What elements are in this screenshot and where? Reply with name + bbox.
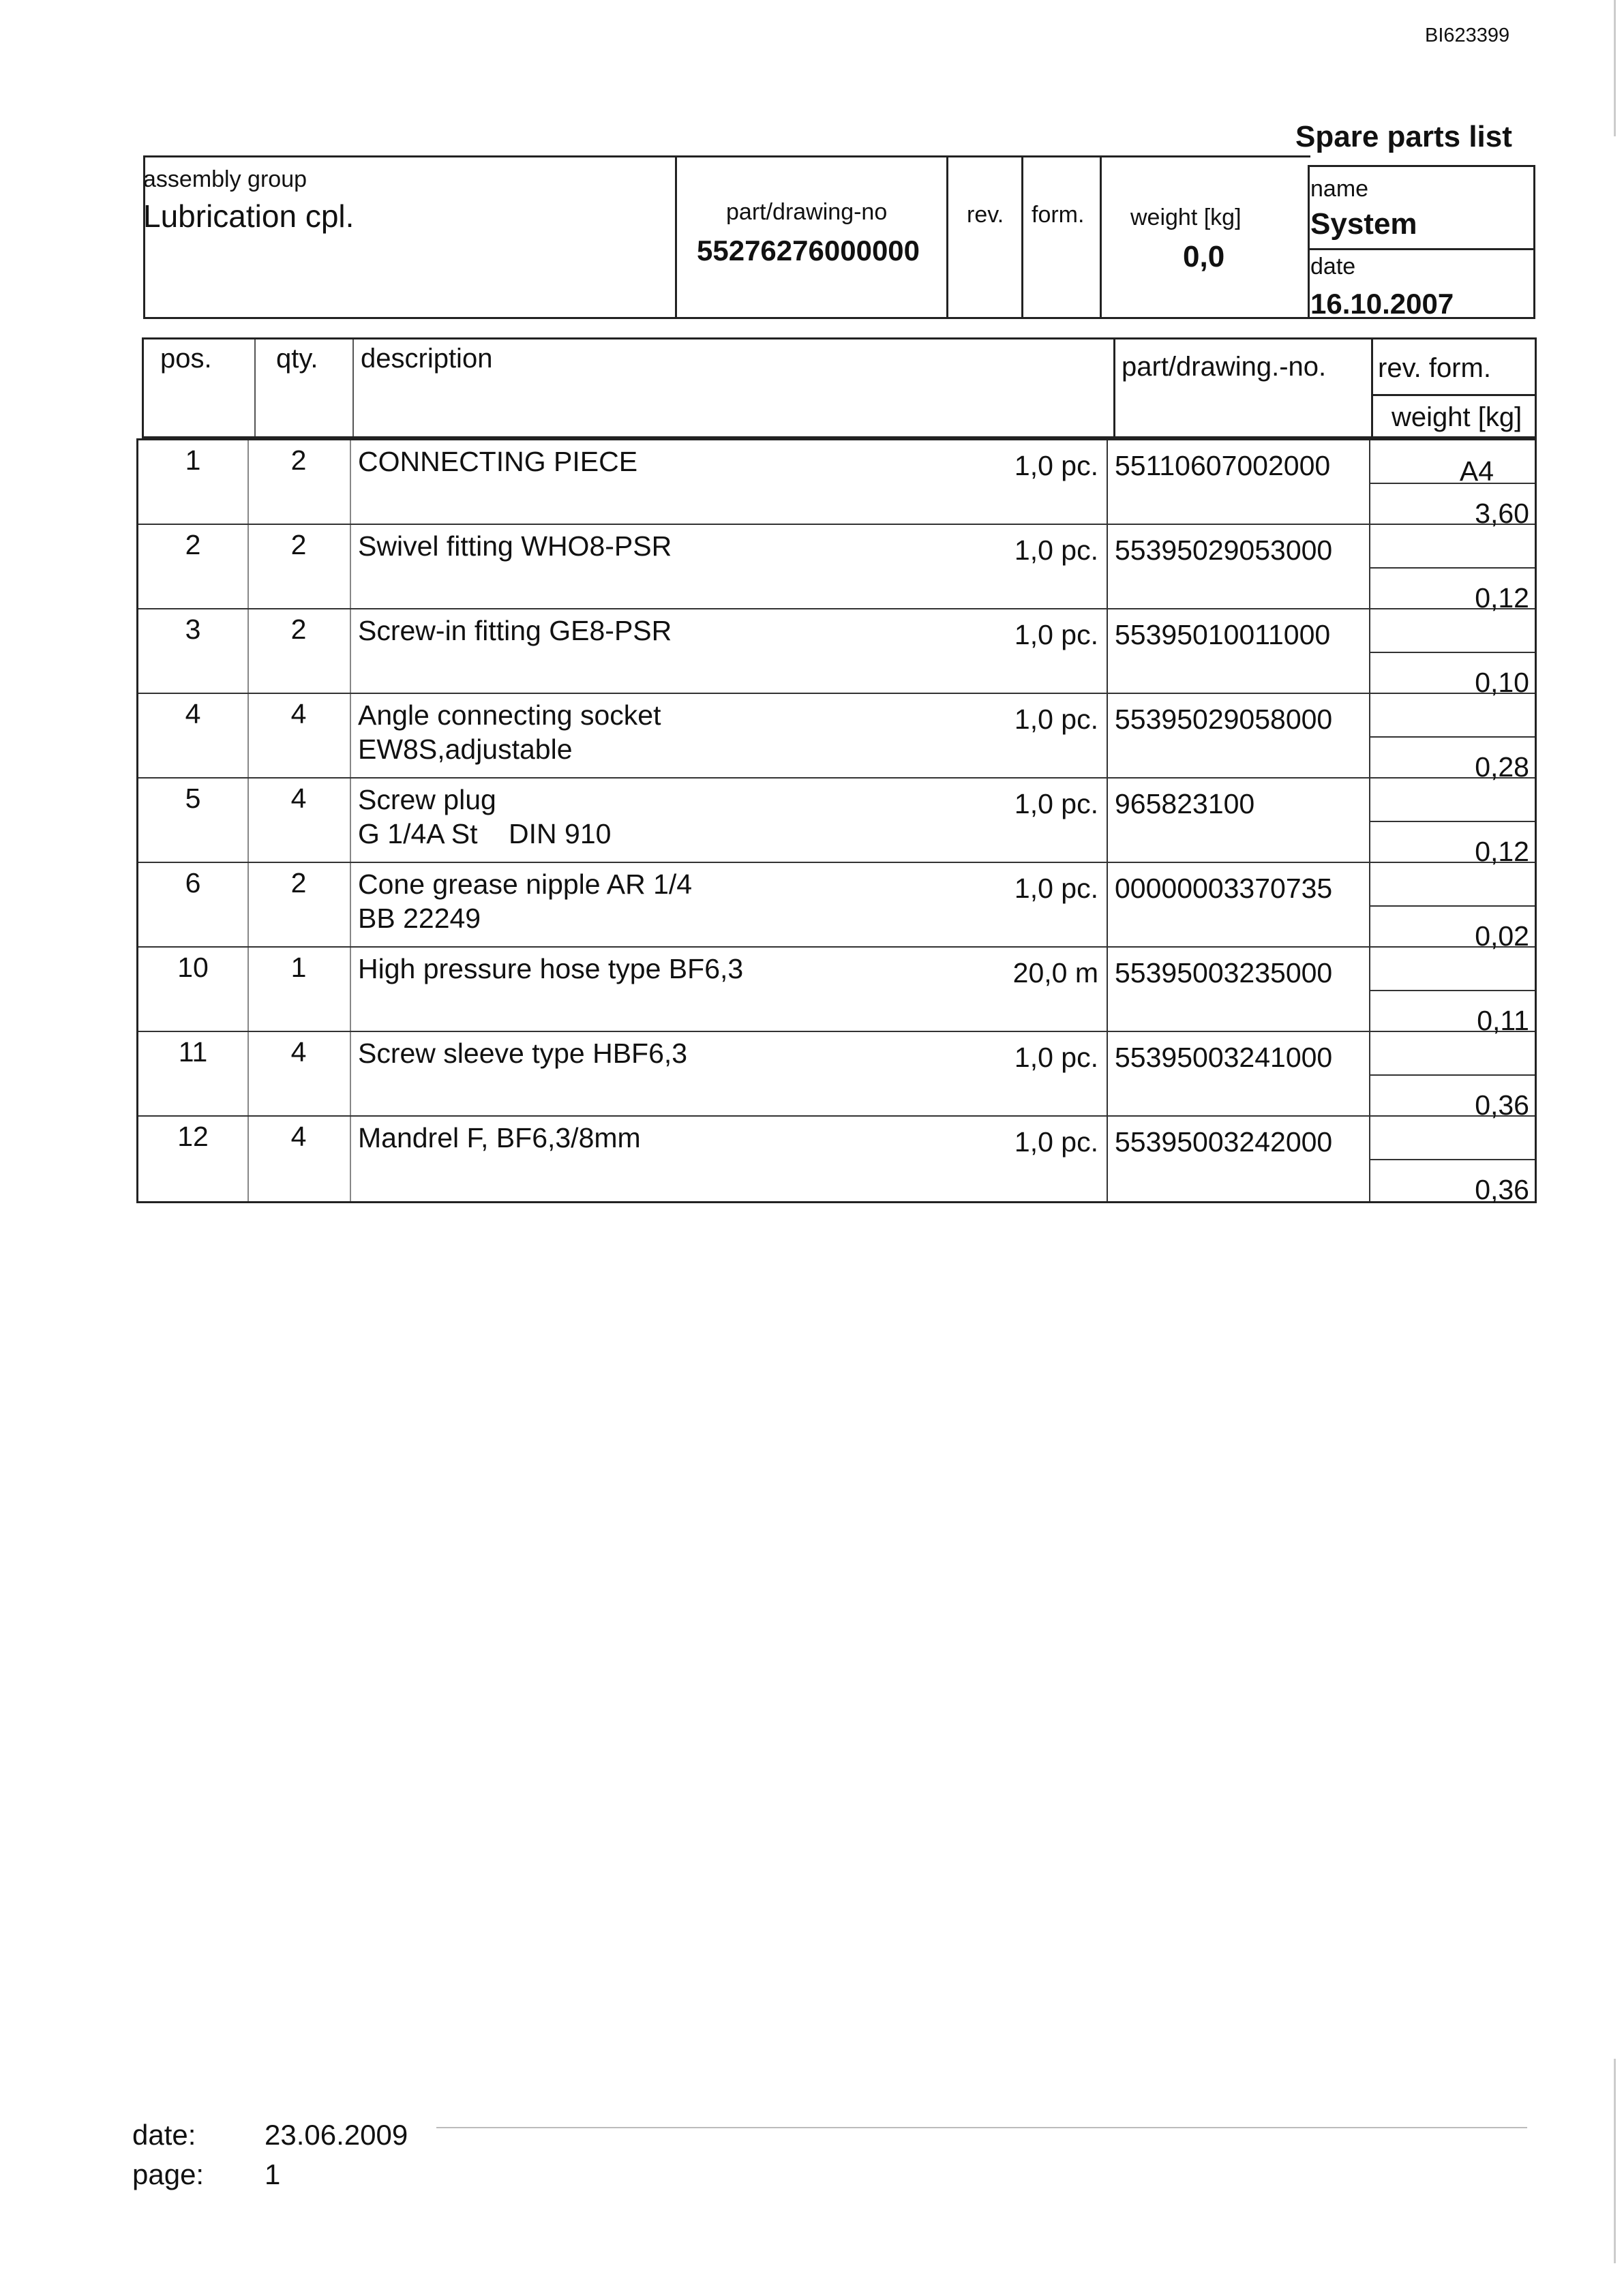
row-quantity-unit: 1,0 pc. — [1014, 704, 1098, 735]
row-quantity-unit: 1,0 pc. — [1014, 1126, 1098, 1158]
row-pos: 1 — [185, 444, 201, 476]
table-body — [136, 438, 1537, 1203]
table-row — [138, 779, 1535, 867]
footer-divider — [436, 2127, 1527, 2128]
table-row — [138, 948, 1535, 1036]
row-weight: 0,02 — [1475, 920, 1529, 952]
assembly-header — [143, 155, 1535, 319]
row-part-no: 55395003242000 — [1115, 1126, 1333, 1158]
row-weight: 0,12 — [1475, 582, 1529, 614]
header-description: description — [361, 344, 493, 374]
part-no-label: part/drawing-no — [726, 199, 888, 225]
assembly-group-value: Lubrication cpl. — [143, 198, 355, 234]
rev-label: rev. — [967, 202, 1004, 228]
row-qty: 4 — [290, 698, 307, 729]
row-weight: 0,36 — [1475, 1174, 1529, 1205]
row-qty: 2 — [290, 614, 307, 645]
row-quantity-unit: 20,0 m — [1012, 957, 1098, 988]
row-qty: 2 — [290, 529, 307, 560]
page-title: Spare parts list — [1295, 120, 1512, 153]
table-row — [138, 1032, 1535, 1121]
row-description-line1: CONNECTING PIECE — [358, 446, 638, 477]
row-pos: 2 — [185, 529, 201, 560]
part-no-value: 55276276000000 — [697, 235, 920, 267]
form-label: form. — [1032, 202, 1085, 228]
row-pos: 10 — [177, 952, 209, 983]
footer-date-label: date: — [132, 2119, 196, 2151]
row-description — [358, 444, 637, 479]
row-description — [358, 952, 743, 986]
table-row — [138, 863, 1535, 952]
weight-label: weight [kg] — [1130, 205, 1242, 230]
assembly-group-label: assembly group — [143, 166, 307, 192]
header-pos: pos. — [160, 344, 212, 374]
date-label: date — [1310, 254, 1356, 280]
date-value: 16.10.2007 — [1310, 288, 1454, 320]
row-part-no: 55395029053000 — [1115, 534, 1333, 566]
row-part-no: 965823100 — [1115, 788, 1255, 819]
table-row — [138, 1117, 1535, 1205]
scan-edge-mark — [1614, 0, 1616, 136]
footer-date-value: 23.06.2009 — [265, 2119, 408, 2151]
row-description — [358, 1036, 687, 1070]
row-qty: 1 — [290, 952, 307, 983]
row-part-no: 55395003241000 — [1115, 1042, 1333, 1073]
name-value: System — [1310, 207, 1417, 241]
row-quantity-unit: 1,0 pc. — [1014, 450, 1098, 481]
weight-value: 0,0 — [1183, 240, 1225, 273]
header-qty: qty. — [276, 344, 318, 374]
row-description-line1: Mandrel F, BF6,3/8mm — [358, 1122, 641, 1153]
row-quantity-unit: 1,0 pc. — [1014, 619, 1098, 650]
row-part-no: 00000003370735 — [1115, 873, 1333, 904]
row-description — [358, 614, 672, 648]
table-row — [138, 609, 1535, 698]
row-pos: 12 — [177, 1121, 209, 1152]
row-description — [358, 867, 692, 935]
row-rev-form: A4 — [1459, 455, 1494, 487]
header-rev-form: rev. form. — [1378, 353, 1491, 383]
row-pos: 5 — [185, 783, 201, 814]
row-description-line2: EW8S,adjustable — [358, 734, 573, 765]
row-part-no: 55395003235000 — [1115, 957, 1333, 988]
row-part-no: 55395010011000 — [1115, 619, 1331, 650]
row-qty: 4 — [290, 783, 307, 814]
row-quantity-unit: 1,0 pc. — [1014, 1042, 1098, 1073]
row-description-line1: Screw plug — [358, 784, 496, 815]
row-weight: 0,10 — [1475, 667, 1529, 698]
table-row — [138, 525, 1535, 614]
row-description-line2: BB 22249 — [358, 903, 481, 934]
document-id: BI623399 — [1425, 25, 1510, 46]
row-weight: 0,28 — [1475, 751, 1529, 783]
row-qty: 2 — [290, 867, 307, 898]
row-description-line1: Swivel fitting WHO8-PSR — [358, 530, 672, 562]
name-label: name — [1310, 176, 1369, 202]
row-weight: 3,60 — [1475, 498, 1529, 529]
table-row — [138, 694, 1535, 783]
row-description-line1: High pressure hose type BF6,3 — [358, 953, 744, 984]
row-weight: 0,12 — [1475, 836, 1529, 867]
row-description — [358, 1121, 641, 1155]
table-row — [138, 440, 1535, 529]
row-qty: 4 — [290, 1121, 307, 1152]
row-pos: 3 — [185, 614, 201, 645]
row-qty: 4 — [290, 1036, 307, 1068]
table-header — [142, 337, 1537, 438]
row-pos: 11 — [178, 1036, 208, 1068]
row-description — [358, 698, 661, 766]
row-weight: 0,11 — [1477, 1005, 1529, 1036]
row-description-line1: Angle connecting socket — [358, 699, 661, 731]
header-weight: weight [kg] — [1392, 402, 1522, 432]
row-pos: 6 — [185, 867, 201, 898]
row-quantity-unit: 1,0 pc. — [1014, 534, 1098, 566]
row-pos: 4 — [185, 698, 201, 729]
footer-page-label: page: — [132, 2158, 205, 2190]
row-quantity-unit: 1,0 pc. — [1014, 873, 1098, 904]
row-description — [358, 529, 672, 563]
row-description-line2: G 1/4A St DIN 910 — [358, 818, 612, 849]
row-qty: 2 — [290, 444, 307, 476]
row-part-no: 55110607002000 — [1115, 450, 1331, 481]
row-description-line1: Screw sleeve type HBF6,3 — [358, 1038, 688, 1069]
row-description-line1: Screw-in fitting GE8-PSR — [358, 615, 672, 646]
row-quantity-unit: 1,0 pc. — [1014, 788, 1098, 819]
footer-page-value: 1 — [265, 2158, 281, 2190]
row-description-line1: Cone grease nipple AR 1/4 — [358, 868, 693, 900]
row-weight: 0,36 — [1475, 1089, 1529, 1121]
row-description — [358, 783, 611, 851]
row-part-no: 55395029058000 — [1115, 704, 1333, 735]
scan-edge-mark — [1614, 2059, 1616, 2263]
header-part-no: part/drawing.-no. — [1122, 352, 1327, 382]
